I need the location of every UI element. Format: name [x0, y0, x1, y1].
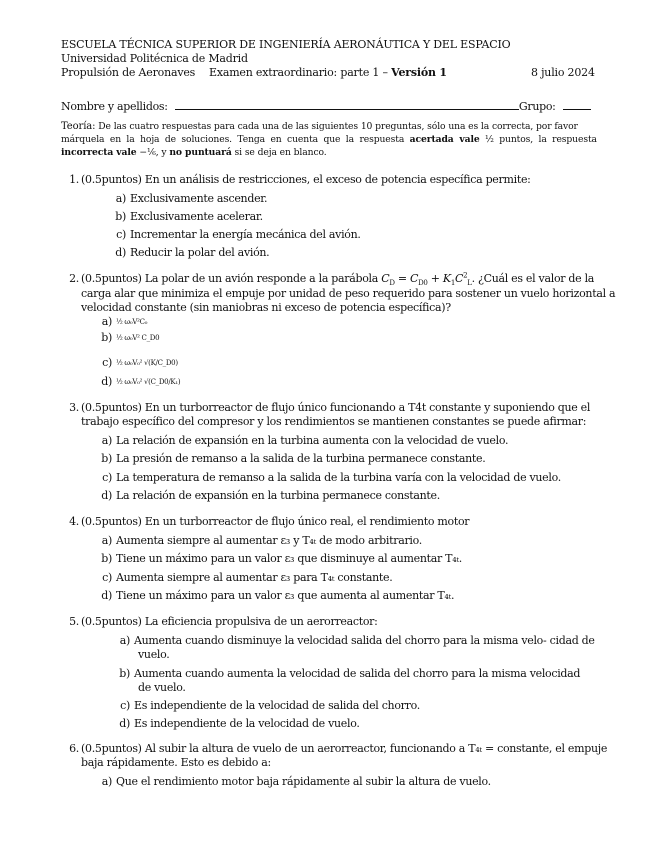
option-text: Tiene un máximo para un valor ε₃ que disminuye al aumentar T₄ₜ. — [116, 552, 462, 565]
instructions-text-2-end: ½ puntos, la respuesta — [485, 134, 597, 145]
question-6 — [61, 742, 607, 755]
option-label: b) — [115, 210, 126, 223]
option-label: b) — [119, 667, 130, 680]
option-label: a) — [119, 634, 130, 647]
option-label: a) — [101, 775, 112, 788]
q5-option-b[interactable] — [112, 667, 580, 680]
question-number: 1. — [69, 173, 79, 186]
question-3 — [61, 401, 590, 414]
instructions-line-2 — [61, 134, 597, 146]
q4-option-a[interactable] — [94, 534, 422, 547]
school-name: ESCUELA TÉCNICA SUPERIOR DE INGENIERÍA AERONÁUTICA Y DEL ESPACIO — [61, 38, 511, 51]
option-text: Aumenta siempre al aumentar ε₃ para T₄ₜ constante. — [116, 571, 393, 584]
option-label: d) — [101, 375, 112, 388]
q4-option-b[interactable] — [94, 552, 462, 565]
instructions-text-3-end: si se deja en blanco. — [234, 147, 327, 158]
q2-option-d[interactable] — [94, 375, 180, 388]
option-label: d) — [115, 246, 126, 259]
question-text: (0.5puntos) Al subir la altura de vuelo de un aerorreactor, funcionando a T₄ₜ = constante, el empuje — [81, 742, 608, 755]
question-text-end: . ¿Cuál es el valor de la — [471, 272, 595, 285]
question-number: 4. — [69, 515, 79, 528]
option-formula: ½ ω₀V²C₀ — [116, 318, 148, 326]
option-text: Aumenta cuando aumenta la velocidad de salida del chorro para la misma velocidad — [134, 667, 581, 680]
question-text: (0.5puntos) En un turborreactor de flujo único real, el rendimiento motor — [81, 515, 470, 528]
question-3-line-2: trabajo específico del compresor y los rendimientos se mantienen constantes se puede afirmar: — [81, 415, 587, 428]
option-text: Exclusivamente ascender. — [130, 192, 268, 205]
option-label: c) — [120, 699, 130, 712]
option-label: b) — [101, 552, 112, 565]
group-field[interactable] — [563, 99, 591, 110]
option-label: d) — [101, 489, 112, 502]
option-label: b) — [101, 452, 112, 465]
q5-option-c[interactable] — [112, 699, 420, 712]
q3-option-b[interactable] — [94, 452, 485, 465]
group-label: Grupo: — [518, 100, 556, 113]
question-5 — [61, 615, 378, 628]
option-text: La presión de remanso a la salida de la turbina permanece constante. — [116, 452, 486, 465]
option-label: d) — [101, 589, 112, 602]
instructions-correct-value: acertada vale — [409, 134, 480, 145]
option-label: a) — [101, 315, 112, 328]
option-text: La relación de expansión en la turbina aumenta con la velocidad de vuelo. — [116, 434, 509, 447]
option-text: Reducir la polar del avión. — [130, 246, 270, 259]
q3-option-d[interactable] — [94, 489, 440, 502]
option-text: La relación de expansión en la turbina permanece constante. — [116, 489, 440, 502]
question-4 — [61, 515, 469, 528]
university-name: Universidad Politécnica de Madrid — [61, 52, 248, 65]
instructions-line-1 — [61, 121, 578, 133]
option-text: Es independiente de la velocidad de salida del chorro. — [134, 699, 420, 712]
q5-option-a[interactable] — [112, 634, 595, 647]
option-text: Exclusivamente acelerar. — [130, 210, 263, 223]
q4-option-c[interactable] — [94, 571, 392, 584]
question-number: 5. — [69, 615, 79, 628]
question-number: 3. — [69, 401, 79, 414]
instructions-text-3: −⅙, y — [139, 147, 167, 158]
q5-option-a-cont: vuelo. — [138, 648, 170, 661]
q4-option-d[interactable] — [94, 589, 454, 602]
instructions-text-2: márquela en la hoja de soluciones. Tenga en cuenta que la respuesta — [61, 134, 405, 145]
q2-option-a[interactable] — [94, 315, 147, 328]
q2-option-b[interactable] — [94, 331, 159, 344]
drag-polar-formula: $C_D = C_{D0} + K_1C^2_L$ — [381, 271, 472, 288]
question-6-line-2: baja rápidamente. Esto es debido a: — [81, 756, 271, 769]
instructions-no-score: no puntuará — [169, 147, 232, 158]
option-label: c) — [116, 228, 126, 241]
question-number: 2. — [69, 272, 79, 285]
q1-option-c[interactable] — [108, 228, 361, 241]
question-text: (0.5puntos) En un análisis de restricciones, el exceso de potencia específica permite: — [81, 173, 531, 186]
course-name: Propulsión de Aeronaves — [61, 66, 196, 79]
q1-option-b[interactable] — [108, 210, 263, 223]
name-label: Nombre y apellidos: — [61, 100, 168, 113]
option-label: c) — [102, 356, 112, 369]
question-number: 6. — [69, 742, 79, 755]
option-formula: ½ ω₀V² C_D0 — [116, 334, 160, 342]
question-1 — [61, 172, 601, 187]
instructions-title: Teoría: — [61, 121, 96, 132]
option-formula: ½ ω₀V₀² √(C_D0/K₁) — [116, 378, 181, 386]
option-label: d) — [119, 717, 130, 730]
instructions-wrong-value: incorrecta vale — [61, 147, 137, 158]
option-label: c) — [102, 571, 112, 584]
exam-label: Examen extraordinario: parte 1 – — [209, 66, 388, 79]
question-text: (0.5puntos) En un turborreactor de flujo único funcionando a T4t constante y suponiendo que el — [81, 401, 591, 414]
question-2-line-3: velocidad constante (sin maniobras ni exceso de potencia específica)? — [81, 301, 451, 314]
option-formula: ½ ω₀V₀² √(K/C_D0) — [116, 359, 178, 367]
q1-option-a[interactable] — [108, 192, 267, 205]
name-field-row — [61, 99, 591, 113]
name-field[interactable] — [175, 99, 519, 110]
exam-date: 8 julio 2024 — [531, 66, 595, 79]
option-text: Aumenta cuando disminuye la velocidad salida del chorro para la misma velo- cidad de — [134, 634, 595, 647]
option-label: a) — [101, 434, 112, 447]
exam-version: Versión 1 — [391, 66, 447, 79]
option-label: b) — [101, 331, 112, 344]
question-text: (0.5puntos) La eficiencia propulsiva de un aerorreactor: — [81, 615, 378, 628]
option-label: a) — [101, 534, 112, 547]
q3-option-a[interactable] — [94, 434, 508, 447]
question-text: (0.5puntos) La polar de un avión responde a la parábola — [81, 272, 379, 285]
exam-title — [209, 66, 447, 79]
q6-option-a[interactable] — [94, 775, 491, 788]
option-text: La temperatura de remanso a la salida de la turbina varía con la velocidad de vuelo. — [116, 471, 561, 484]
question-2 — [61, 271, 595, 288]
q1-option-d[interactable] — [108, 246, 269, 259]
question-2-line-2: carga alar que minimiza el empuje por unidad de peso requerido para sostener un vuelo horizontal a — [81, 287, 616, 300]
option-label: c) — [102, 471, 112, 484]
option-text: Aumenta siempre al aumentar ε₃ y T₄ₜ de modo arbitrario. — [116, 534, 422, 547]
instructions-text-1: De las cuatro respuestas para cada una de las siguientes 10 preguntas, sólo una es la correcta, por favor — [98, 121, 578, 132]
q2-option-c[interactable] — [94, 356, 178, 369]
option-text: Tiene un máximo para un valor ε₃ que aumenta al aumentar T₄ₜ. — [116, 589, 455, 602]
q5-option-b-cont: de vuelo. — [138, 681, 186, 694]
option-text: Incrementar la energía mecánica del avión. — [130, 228, 361, 241]
q3-option-c[interactable] — [94, 471, 561, 484]
option-text: Que el rendimiento motor baja rápidamente al subir la altura de vuelo. — [116, 775, 491, 788]
instructions-line-3 — [61, 147, 327, 159]
option-label: a) — [115, 192, 126, 205]
q5-option-d[interactable] — [112, 717, 360, 730]
option-text: Es independiente de la velocidad de vuelo. — [134, 717, 360, 730]
